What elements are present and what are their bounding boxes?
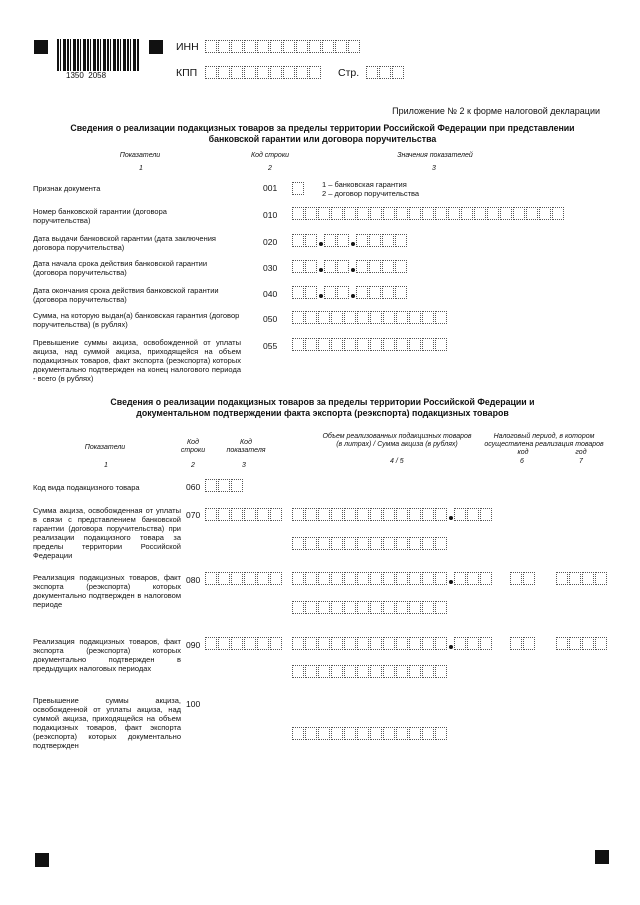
section2-title: Сведения о реализации подакцизных товаров за пределы территории Российской Федерации и документальном подтверждении факта экспорта (реэкспорта) подакцизных товаров bbox=[110, 397, 535, 418]
s2-header-indicators: Показатели bbox=[84, 444, 126, 451]
s2-row-080-label: Реализация подакцизных товаров, факт экспорта (реэкспорта) которых документально подтвержден в налоговом периоде bbox=[33, 573, 181, 609]
kpp-field[interactable] bbox=[205, 66, 322, 79]
s1-row-001-code: 001 bbox=[263, 183, 278, 193]
corner-marker-bottom-left bbox=[35, 853, 49, 867]
s2-colnum-7: 7 bbox=[579, 458, 583, 465]
row-070-excise-amount-field[interactable] bbox=[292, 537, 448, 550]
issue-date-field[interactable] bbox=[292, 234, 408, 247]
s2-colnum-2: 2 bbox=[191, 462, 195, 469]
barcode bbox=[57, 39, 139, 71]
s1-row-055-label: Превышение суммы акциза, освобожденной от уплаты акциза, над суммой акциза, приходящейся на объем подакцизных товаров, факт экспорта (реэкспорта) которых документально подтвержден на конец налогового периода - всего (в рублях) bbox=[33, 338, 241, 383]
s1-row-010-code: 010 bbox=[263, 210, 278, 220]
s2-row-090-code: 090 bbox=[186, 640, 201, 650]
s1-row-040-code: 040 bbox=[263, 289, 278, 299]
s1-row-020-code: 020 bbox=[263, 237, 278, 247]
s2-header-indicator-code: Код показателя bbox=[226, 439, 266, 454]
inn-label: ИНН bbox=[176, 41, 199, 53]
s1-row-050-label: Сумма, на которую выдан(а) банковская гарантия (договор поручительства) (в рублях) bbox=[33, 311, 240, 329]
s2-row-070-label: Сумма акциза, освобожденная от уплаты в связи с представлением банковской гарантии (договора поручительства) при реализации подакцизного товара за пределы территории Российской Федерации bbox=[33, 506, 181, 560]
s2-colnum-4-5: 4 / 5 bbox=[390, 458, 404, 465]
s1-row-020-label: Дата выдачи банковской гарантии (дата заключения договора поручительства) bbox=[33, 234, 216, 252]
corner-marker-top-left bbox=[34, 40, 48, 54]
option-bank-guarantee: 1 – банковская гарантия bbox=[322, 180, 407, 189]
row-090-volume-field[interactable] bbox=[292, 637, 493, 650]
s2-row-080-code: 080 bbox=[186, 575, 201, 585]
s1-row-010-label: Номер банковской гарантии (договора поручительства) bbox=[33, 207, 167, 225]
guarantee-number-field[interactable] bbox=[292, 207, 565, 220]
excess-amount-field[interactable] bbox=[292, 338, 448, 351]
product-type-code-field[interactable] bbox=[205, 479, 244, 492]
s2-colnum-3: 3 bbox=[242, 462, 246, 469]
appendix-note: Приложение № 2 к форме налоговой декларации bbox=[392, 106, 600, 116]
corner-marker-bottom-right bbox=[595, 850, 609, 864]
s2-row-060-code: 060 bbox=[186, 482, 201, 492]
row-080-excise-amount-field[interactable] bbox=[292, 601, 448, 614]
s1-colnum-2: 2 bbox=[268, 165, 272, 172]
row-090-period-code-field[interactable] bbox=[510, 637, 536, 650]
s2-header-volume: Объем реализованных подакцизных товаров (в литрах) / Сумма акциза (в рублях) bbox=[322, 433, 472, 448]
s1-header-indicators: Показатели bbox=[119, 152, 161, 159]
row-080-period-code-field[interactable] bbox=[510, 572, 536, 585]
document-type-field[interactable] bbox=[292, 182, 305, 195]
row-080-volume-field[interactable] bbox=[292, 572, 493, 585]
option-surety-agreement: 2 – договор поручительства bbox=[322, 189, 420, 198]
page-label: Стр. bbox=[338, 67, 360, 79]
kpp-label: КПП bbox=[176, 67, 198, 79]
s1-row-055-code: 055 bbox=[263, 341, 278, 351]
s2-header-period-code: код bbox=[517, 449, 529, 456]
row-070-indicator-code-field[interactable] bbox=[205, 508, 283, 521]
s2-row-060-label: Код вида подакцизного товара bbox=[33, 483, 140, 492]
s2-row-100-label: Превышение суммы акциза, освобожденной от уплаты акциза, над суммой акциза, приходящейся на объем подакцизных товаров, факт экспорта (реэкспорта) которых документально подтвержден bbox=[33, 696, 181, 750]
page-number-field[interactable] bbox=[366, 66, 405, 79]
row-080-period-year-field[interactable] bbox=[556, 572, 608, 585]
s2-colnum-1: 1 bbox=[104, 462, 108, 469]
end-date-field[interactable] bbox=[292, 286, 408, 299]
s2-row-070-code: 070 bbox=[186, 510, 201, 520]
s1-row-030-label: Дата начала срока действия банковской гарантии (договора поручительства) bbox=[33, 259, 208, 277]
row-090-excise-amount-field[interactable] bbox=[292, 665, 448, 678]
s1-row-001-label: Признак документа bbox=[33, 184, 101, 193]
row-100-excise-amount-field[interactable] bbox=[292, 727, 448, 740]
row-090-period-year-field[interactable] bbox=[556, 637, 608, 650]
guarantee-amount-field[interactable] bbox=[292, 311, 448, 324]
s1-row-030-code: 030 bbox=[263, 263, 278, 273]
s1-header-values: Значения показателей bbox=[397, 152, 473, 159]
s2-row-090-label: Реализация подакцизных товаров, факт экспорта (реэкспорта) которых документально подтвержден в предыдущих налоговых периодах bbox=[33, 637, 181, 673]
s1-header-row-code: Код строки bbox=[250, 152, 290, 159]
s2-header-period-year: год bbox=[575, 449, 587, 456]
corner-marker-top-right bbox=[149, 40, 163, 54]
s2-header-period: Налоговый период, в котором осуществлена реализация товаров bbox=[484, 433, 604, 448]
section1-title: Сведения о реализации подакцизных товаров за пределы территории Российской Федерации при представлении банковской гарантии или договора поручительства bbox=[70, 123, 575, 144]
row-090-indicator-code-field[interactable] bbox=[205, 637, 283, 650]
s1-row-050-code: 050 bbox=[263, 314, 278, 324]
start-date-field[interactable] bbox=[292, 260, 408, 273]
row-080-indicator-code-field[interactable] bbox=[205, 572, 283, 585]
barcode-number: 1350 2058 bbox=[66, 71, 107, 80]
inn-field[interactable] bbox=[205, 40, 361, 53]
s1-row-040-label: Дата окончания срока действия банковской гарантии (договора поручительства) bbox=[33, 286, 219, 304]
s1-colnum-3: 3 bbox=[432, 165, 436, 172]
s2-header-row-code: Код строки bbox=[180, 439, 206, 454]
s1-colnum-1: 1 bbox=[139, 165, 143, 172]
s2-row-100-code: 100 bbox=[186, 699, 201, 709]
s2-colnum-6: 6 bbox=[520, 458, 524, 465]
row-070-volume-field[interactable] bbox=[292, 508, 493, 521]
